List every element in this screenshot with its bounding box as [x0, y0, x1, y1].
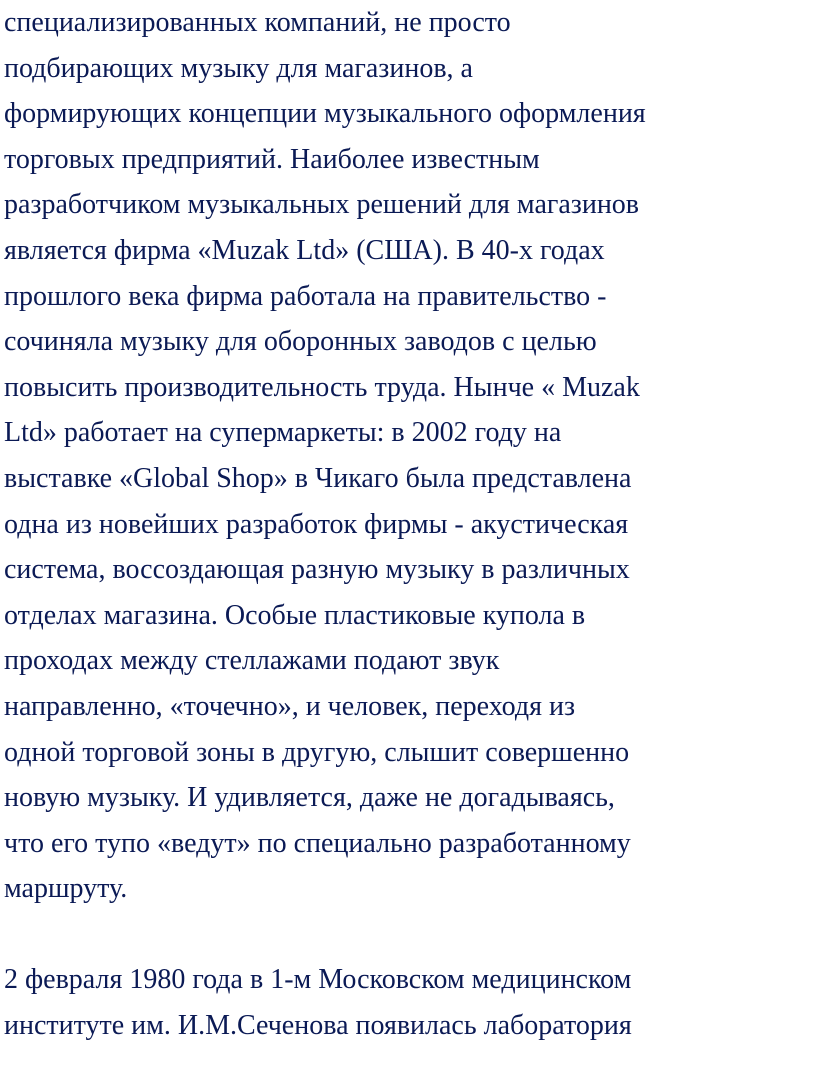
text-line: 2 февраля 1980 года в 1-м Московском медицинском	[4, 964, 632, 996]
text-line: сочиняла музыку для оборонных заводов с целью	[4, 326, 597, 358]
text-line: направленно, «точечно», и человек, переходя из	[4, 690, 576, 722]
text-line: Ltd» работает на супермаркеты: в 2002 году на	[4, 417, 562, 449]
text-line: подбирающих музыку для магазинов, а	[4, 52, 473, 84]
text-line: разработчиком музыкальных решений для магазинов	[4, 189, 640, 221]
paragraph-1	[4, 0, 816, 912]
paragraph-spacer	[4, 912, 816, 958]
text-line: что его тупо «ведут» по специально разработанному	[4, 827, 631, 859]
text-line: одна из новейших разработок фирмы - акустическая	[4, 508, 629, 540]
text-line: формирующих концепции музыкального оформления	[4, 98, 646, 130]
text-line: прошлого века фирма работала на правительство -	[4, 280, 607, 312]
text-line: система, воссоздающая разную музыку в различных	[4, 554, 630, 586]
document-text	[4, 0, 816, 1049]
text-line: институте им. И.М.Сеченова появилась лаборатория	[4, 1010, 632, 1042]
text-line: отделах магазина. Особые пластиковые купола в	[4, 599, 586, 631]
text-line: одной торговой зоны в другую, слышит совершенно	[4, 736, 630, 768]
text-line: торговых предприятий. Наиболее известным	[4, 143, 540, 175]
text-line: выставке «Global Shop» в Чикаго была представлена	[4, 462, 632, 494]
text-line: маршруту.	[4, 873, 128, 905]
paragraph-2	[4, 957, 816, 1048]
text-line: повысить производительность труда. Нынче « Muzak	[4, 371, 640, 403]
text-line: специализированных компаний, не просто	[4, 7, 511, 38]
text-line: проходах между стеллажами подают звук	[4, 645, 500, 677]
text-line: является фирма «Muzak Ltd» (США). В 40-х годах	[4, 234, 605, 266]
text-line: новую музыку. И удивляется, даже не догадываясь,	[4, 782, 615, 814]
